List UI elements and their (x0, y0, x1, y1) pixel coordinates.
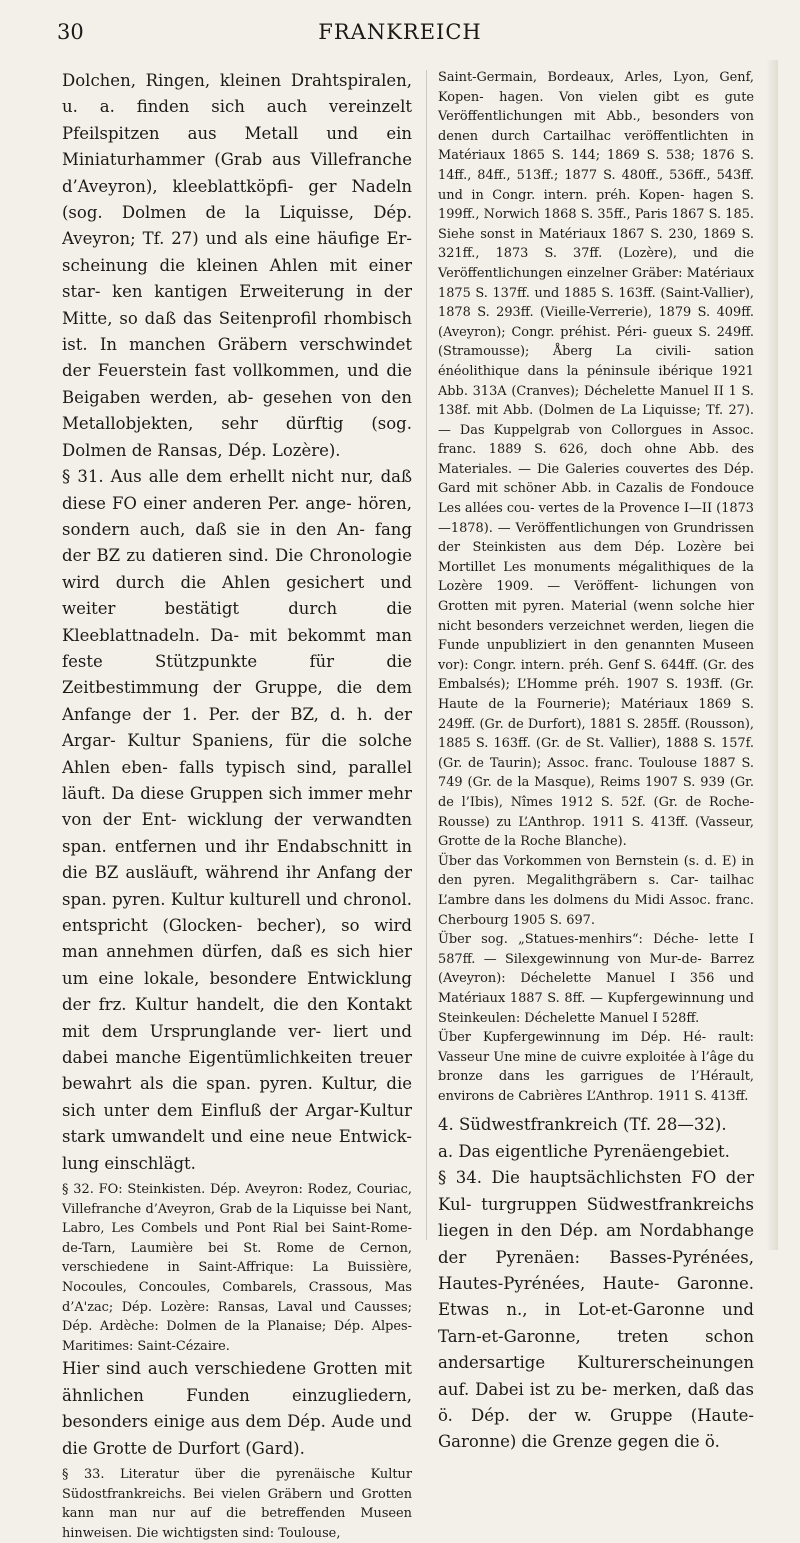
literature-amber: Über das Vorkommen von Bernstein (s. d. E) in den pyren. Megalithgräbern s. Car- tailhac L’ambre dans les dolmens du Midi Assoc. franc. Cherbourg 1905 S. 697. (438, 853, 754, 928)
literature-copper: Über Kupfergewinnung im Dép. Hé- rault: Vasseur Une mine de cuivre exploitée à l’âge du bronze dans les garrigues de l’Hérault, environs de Cabrières L’Anthrop. 1911 S. 413ff. (438, 1030, 754, 1104)
left-column (62, 68, 412, 1543)
section-34: § 34. Die hauptsächlichsten FO der Kul- turgruppen Südwestfrankreichs liegen in den Dép. am Nordabhange der Pyrenäen: Basses-Pyrénées, Hautes-Pyrénées, Haute- Garonne. Etwas n., in Lot-et-Garonne und Tarn-et-Garonne, treten schon andersartige Kulturerscheinungen auf. Dabei ist zu be- merken, daß das ö. Dép. der w. Gruppe (Haute-Garonne) die Grenze gegen die ö. (438, 1168, 754, 1452)
column-rule (426, 70, 427, 1240)
paragraph: Dolchen, Ringen, kleinen Drahtspiralen, u. a. finden sich auch vereinzelt Pfeilspitzen aus Metall und ein Miniaturhammer (Grab aus Villefranche d’Aveyron), kleeblattköpfi- ger Nadeln (sog. Dolmen de la Liquisse, Dép. Aveyron; Tf. 27) und als eine häufige Er- scheinung die kleinen Ahlen mit einer star- ken kantigen Erweiterung in der Mitte, so daß das Seitenprofil rhombisch ist. In manchen Gräbern verschwindet der Feuerstein fast vollkommen, und die Beigaben werden, ab- gesehen von den Metallobjekten, sehr dürftig (sog. Dolmen de Ransas, Dép. Lozère). (62, 71, 412, 460)
page-edge-shadow (766, 60, 778, 1250)
page-number: 30 (57, 20, 84, 44)
literature-menhirs: Über sog. „Statues-menhirs“: Déche- lette I 587ff. — Silexgewinnung von Mur-de- Barrez (Aveyron): Déchelette Manuel I 356 und Matériaux 1887 S. 8ff. — Kupfergewinnung und Steinkeulen: Déchelette Manuel I 528ff. (438, 932, 754, 1026)
paragraph: Hier sind auch verschiedene Grotten mit ähnlichen Funden einzugliedern, besonders einige aus dem Dép. Aude und die Grotte de Durfort (Gard). (62, 1359, 412, 1458)
section-31: § 31. Aus alle dem erhellt nicht nur, daß diese FO einer anderen Per. ange- hören, sondern auch, daß sie in den An- fang der BZ zu datieren sind. Die Chronologie wird durch die Ahlen gesichert und weiter bestätigt durch die Kleeblattnadeln. Da- mit bekommt man feste Stützpunkte für die Zeitbestimmung der Gruppe, die dem Anfange der 1. Per. der BZ, d. h. der Argar- Kultur Spaniens, für die solche Ahlen eben- falls typisch sind, parallel läuft. Da diese Gruppen sich immer mehr von der Ent- wicklung der verwandten span. entfernen und ihr Endabschnitt in die BZ ausläuft, während ihr Anfang der span. pyren. Kultur kulturell und chronol. entspricht (Glocken- becher), so wird man annehmen dürfen, daß es sich hier um eine lokale, besondere Entwicklung der frz. Kultur handelt, die den Kontakt mit dem Ursprunglande ver- liert und dabei manche Eigentümlichkeiten treuer bewahrt als die span. pyren. Kultur, die sich unter dem Einfluß der Argar-Kultur stark umwandelt und eine neue Entwick- lung einschlägt. (62, 467, 412, 1173)
section-33-literature: § 33. Literatur über die pyrenäische Kultur Südostfrankreichs. Bei vielen Gräbern und Grotten kann man nur auf die betreffenden Museen hinweisen. Die wichtigsten sind: Toulouse, (62, 1467, 412, 1541)
right-column (438, 68, 754, 1456)
heading-southwest-france: 4. Südwestfrankreich (Tf. 28—32). (438, 1115, 727, 1135)
subheading-pyrenees: a. Das eigentliche Pyrenäengebiet. (438, 1141, 730, 1161)
running-head: FRANKREICH (318, 20, 482, 44)
literature-list: Saint-Germain, Bordeaux, Arles, Lyon, Genf, Kopen- hagen. Von vielen gibt es gute Veröffentlichungen mit Abb., besonders von denen durch Cartailhac veröffentlichten in Matériaux 1865 S. 144; 1869 S. 538; 1876 S. 14ff., 84ff., 513ff.; 1877 S. 480ff., 536ff., 543ff. und in Congr. intern. préh. Kopen- hagen S. 199ff., Norwich 1868 S. 35ff., Paris 1867 S. 185. Siehe sonst in Matériaux 1867 S. 230, 1869 S. 321ff., 1873 S. 37ff. (Lozère), und die Veröffentlichungen einzelner Gräber: Matériaux 1875 S. 137ff. und 1885 S. 163ff. (Saint-Vallier), 1878 S. 293ff. (Vieille-Verrerie), 1879 S. 409ff. (Aveyron); Congr. préhist. Péri- gueux S. 249ff. (Stramousse); Åberg La civili- sation énéolithique dans la péninsule ibérique 1921 Abb. 313A (Cranves); Déchelette Manuel II 1 S. 138f. mit Abb. (Dolmen de La Liquisse; Tf. 27). — Das Kuppelgrab von Collorgues in Assoc. franc. 1889 S. 626, doch ohne Abb. des Materiales. — Die Galeries couvertes des Dép. Gard mit schöner Abb. in Cazalis de Fondouce Les allées cou- vertes de la Provence I—II (1873—1878). — Veröffentlichungen von Grundrissen der Steinkisten aus dem Dép. Lozère bei Mortillet Les monuments mégalithiques de la Lozère 1909. — Veröffent- lichungen von Grotten mit pyren. Material (wenn solche hier nicht besonders verzeichnet werden, liegen die Funde unpubliziert in den genannten Museen vor): Congr. intern. préh. Genf S. 644ff. (Gr. des Embalsés); L’Homme préh. 1907 S. 193ff. (Gr. Haute de la Fournerie); Matériaux 1869 S. 249ff. (Gr. de Durfort), 1881 S. 285ff. (Rousson), 1885 S. 163ff. (Gr. de St. Vallier), 1888 S. 157f. (Gr. de Taurin); Assoc. franc. Toulouse 1887 S. 749 (Gr. de la Masque), Reims 1907 S. 939 (Gr. de l’Ibis), Nîmes 1912 S. 52f. (Gr. de Roche- Rousse) zu L’Anthrop. 1911 S. 413ff. (Vasseur, Grotte de la Roche Blanche). (438, 70, 754, 850)
section-32-sites: § 32. FO: Steinkisten. Dép. Aveyron: Rodez, Couriac, Villefranche d’Aveyron, Grab de la Liquisse bei Nant, Labro, Les Combels und Pont Rial bei Saint-Rome-de-Tarn, Laumière bei St. Rome de Cernon, verschiedene in Saint-Affrique: La Buissière, Nocoules, Concoules, Combarels, Crassous, Mas d’A'zac; Dép. Lozère: Ransas, Laval und Causses; Dép. Ardèche: Dolmen de la Planaise; Dép. Alpes-Maritimes: Saint-Cézaire. (62, 1182, 412, 1354)
